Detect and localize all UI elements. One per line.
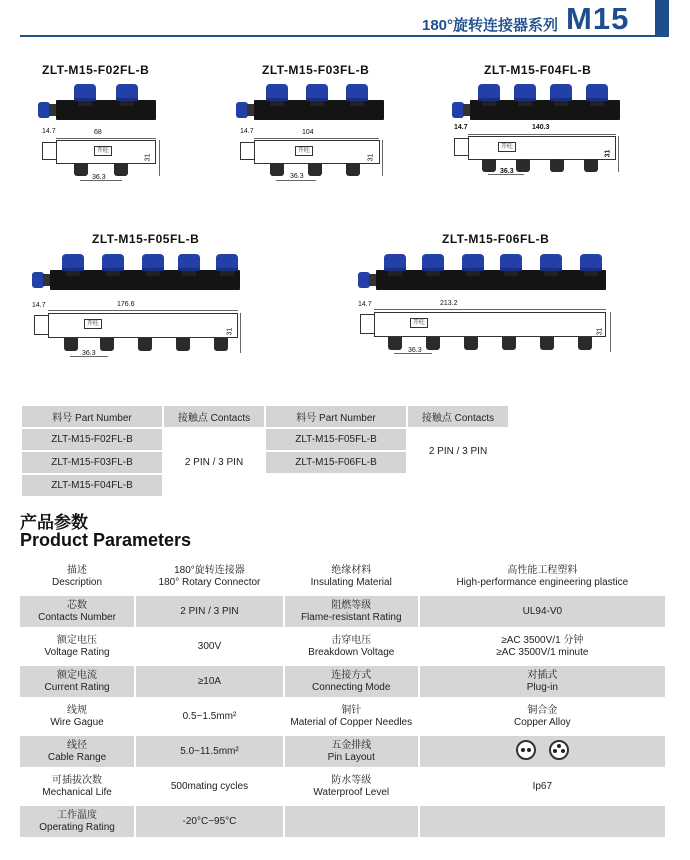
params-title-en: Product Parameters (20, 530, 192, 550)
model-title: ZLT-M15-F03FL-B (262, 63, 370, 77)
part-number-cell: ZLT-M15-F05FL-B (266, 429, 406, 450)
product-photo (38, 82, 168, 127)
part-number-cell: ZLT-M15-F02FL-B (22, 429, 162, 450)
series-label: 180°旋转连接器系列 (422, 17, 559, 34)
header-tab (655, 0, 669, 37)
dim-end: 14.7 (42, 128, 56, 135)
dim-pitch: 36.3 (500, 168, 514, 175)
params-title-cn: 产品参数 (20, 513, 88, 532)
product-photo (236, 82, 386, 127)
param-row: 额定电压 Voltage Rating 300V 击穿电压 Breakdown Voltage ≥AC 3500V/1 分钟 ≥AC 3500V/1 minute (20, 631, 665, 662)
dim-length: 104 (302, 129, 314, 136)
part-number-cell: ZLT-M15-F03FL-B (22, 452, 162, 473)
product-photo (358, 252, 608, 297)
dim-length: 140.3 (532, 124, 550, 131)
dimension-drawing: 14.7 140.3 开旺 36.3 31 (452, 122, 627, 182)
model-title: ZLT-M15-F04FL-B (484, 63, 592, 77)
dim-end: 14.7 (32, 302, 46, 309)
dim-length: 68 (94, 129, 102, 136)
param-row: 额定电流 Current Rating ≥10A 连接方式 Connecting Mode 对插式 Plug-in (20, 666, 665, 697)
contacts-cell: 2 PIN / 3 PIN (164, 429, 264, 496)
dimension-drawing: 14.7 104 开旺 36.3 31 (240, 128, 390, 188)
dim-end: 14.7 (454, 124, 468, 131)
header-part-number: 料号 Part Number (22, 406, 162, 427)
contacts-cell: 2 PIN / 3 PIN (408, 429, 508, 473)
dim-height: 31 (144, 153, 152, 162)
dim-height: 31 (604, 149, 612, 158)
param-row: 线规 Wire Gague 0.5~1.5mm² 铜针 Material of Copper Needles 铜合金 Copper Alloy (20, 701, 665, 732)
header-contacts: 接触点 Contacts (164, 406, 264, 427)
product-photo (452, 82, 622, 127)
dimension-drawing: 14.7 213.2 开旺 36.3 31 (358, 298, 623, 363)
header-rule (20, 35, 660, 37)
dim-pitch: 36.3 (290, 173, 304, 180)
dim-pitch: 36.3 (82, 350, 96, 357)
model-title: ZLT-M15-F06FL-B (442, 232, 550, 246)
param-row: 线径 Cable Range 5.0~11.5mm² 五金排线 Pin Layout (20, 736, 665, 767)
dimension-drawing: 14.7 176.6 开旺 36.3 31 (32, 298, 252, 363)
param-row: 可插拔次数 Mechanical Life 500mating cycles 防水等级 Waterproof Level Ip67 (20, 771, 665, 802)
dim-pitch: 36.3 (408, 347, 422, 354)
three-pin-layout-icon (549, 740, 569, 760)
dim-end: 14.7 (240, 128, 254, 135)
dim-end: 14.7 (358, 301, 372, 308)
part-number-cell: ZLT-M15-F06FL-B (266, 452, 406, 473)
dim-height: 31 (596, 327, 604, 336)
product-parameters-table (20, 557, 665, 841)
dimension-drawing: 14.7 68 开旺 36.3 31 (42, 128, 162, 188)
product-photo (32, 252, 242, 297)
part-number-table (20, 404, 510, 498)
dim-height: 31 (367, 153, 375, 162)
header-contacts: 接触点 Contacts (408, 406, 508, 427)
header-part-number: 料号 Part Number (266, 406, 406, 427)
series-code: M15 (566, 1, 630, 36)
model-title: ZLT-M15-F02FL-B (42, 63, 150, 77)
dim-pitch: 36.3 (92, 174, 106, 181)
model-title: ZLT-M15-F05FL-B (92, 232, 200, 246)
part-number-cell: ZLT-M15-F04FL-B (22, 475, 162, 496)
param-row: 描述 Description 180°旋转连接器 180° Rotary Connector 绝缘材料 Insulating Material 高性能工程塑料 High-performance engineering plastice (20, 561, 665, 592)
param-row: 工作温度 Operating Rating -20°C~95°C (20, 806, 665, 837)
dim-length: 213.2 (440, 300, 458, 307)
param-row: 芯数 Contacts Number 2 PIN / 3 PIN 阻燃等级 Flame-resistant Rating UL94-V0 (20, 596, 665, 627)
dim-height: 31 (226, 327, 234, 336)
dim-length: 176.6 (117, 301, 135, 308)
two-pin-layout-icon (516, 740, 536, 760)
